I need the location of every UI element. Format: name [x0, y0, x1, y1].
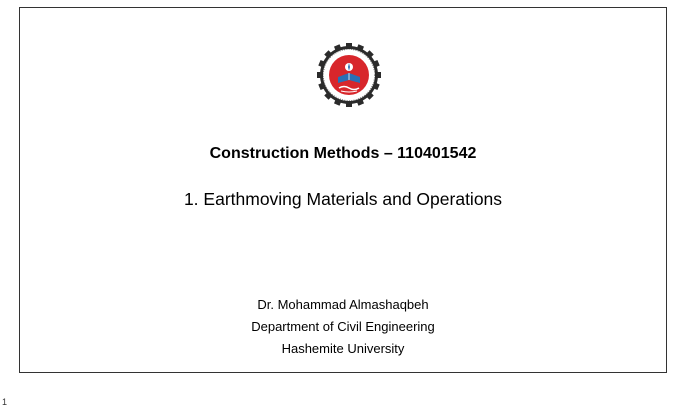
slide-number: 1 — [2, 397, 8, 407]
author-department: Department of Civil Engineering — [251, 319, 435, 334]
university-seal-icon — [317, 43, 381, 107]
author-university: Hashemite University — [281, 341, 405, 356]
course-title: Construction Methods – 110401542 — [209, 145, 477, 162]
slide — [19, 7, 667, 373]
lecture-title: 1. Earthmoving Materials and Operations — [183, 189, 503, 209]
author-block — [20, 294, 666, 360]
author-name: Dr. Mohammad Almashaqbeh — [257, 297, 429, 312]
